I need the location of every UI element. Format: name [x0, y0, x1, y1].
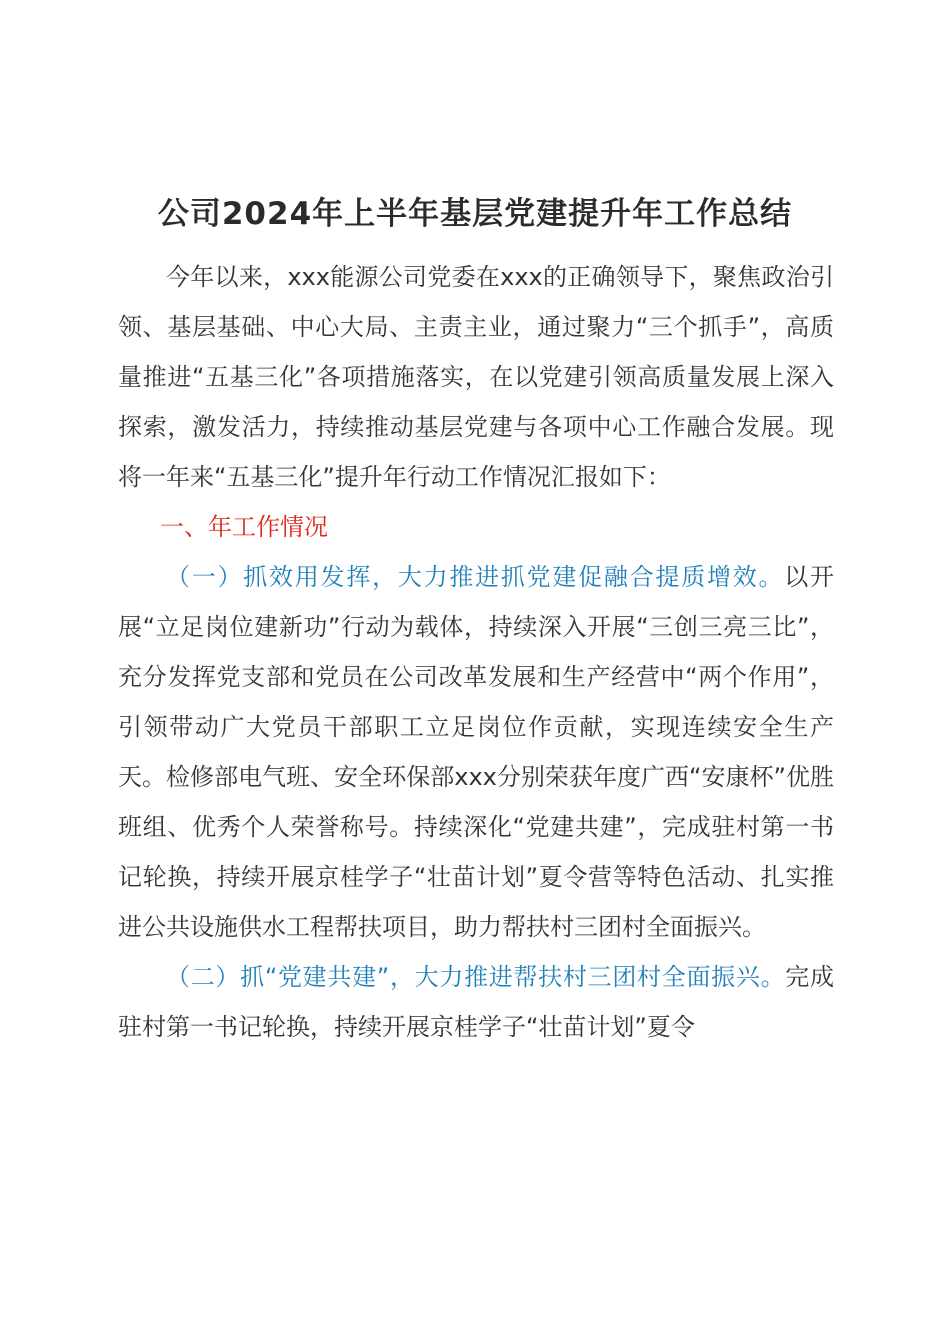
item-2-lead: （二）抓“党建共建”，大力推进帮扶村三团村全面振兴。: [166, 963, 786, 991]
section-heading: 一、年工作情况: [160, 513, 328, 541]
item-1-body: 以开展“立足岗位建新功”行动为载体，持续深入开展“三创三亮三比”，充分发挥党支部和党员在公司改革发展和生产经营中“两个作用”，引领带动广大党员干部职工立足岗位作贡献，实现连续安全生产天。检修部电气班、安全环保部xxx分别荣获年度广西“安康杯”优胜班组、优秀个人荣誉称号。持续深化“党建共建”，完成驻村第一书记轮换，持续开展京桂学子“壮苗计划”夏令营等特色活动、扎实推进公共设施供水工程帮扶项目，助力帮扶村三团村全面振兴。: [118, 563, 835, 941]
item-2-body: 完成驻村第一书记轮换，持续开展京桂学子“壮苗计划”夏令: [118, 963, 835, 1041]
item-1-lead: （一）抓效用发挥，大力推进抓党建促融合提质增效。: [166, 563, 785, 591]
document-body: [118, 252, 834, 1052]
item-2-paragraph: [118, 952, 834, 1052]
document-title: 公司2024年上半年基层党建提升年工作总结: [157, 196, 793, 232]
intro-paragraph: 今年以来，xxx能源公司党委在xxx的正确领导下，聚焦政治引领、基层基础、中心大局、主责主业，通过聚力“三个抓手”，高质量推进“五基三化”各项措施落实，在以党建引领高质量发展上深入探索，激发活力，持续推动基层党建与各项中心工作融合发展。现将一年来“五基三化”提升年行动工作情况汇报如下：: [118, 263, 834, 491]
item-1-paragraph: [118, 552, 834, 952]
